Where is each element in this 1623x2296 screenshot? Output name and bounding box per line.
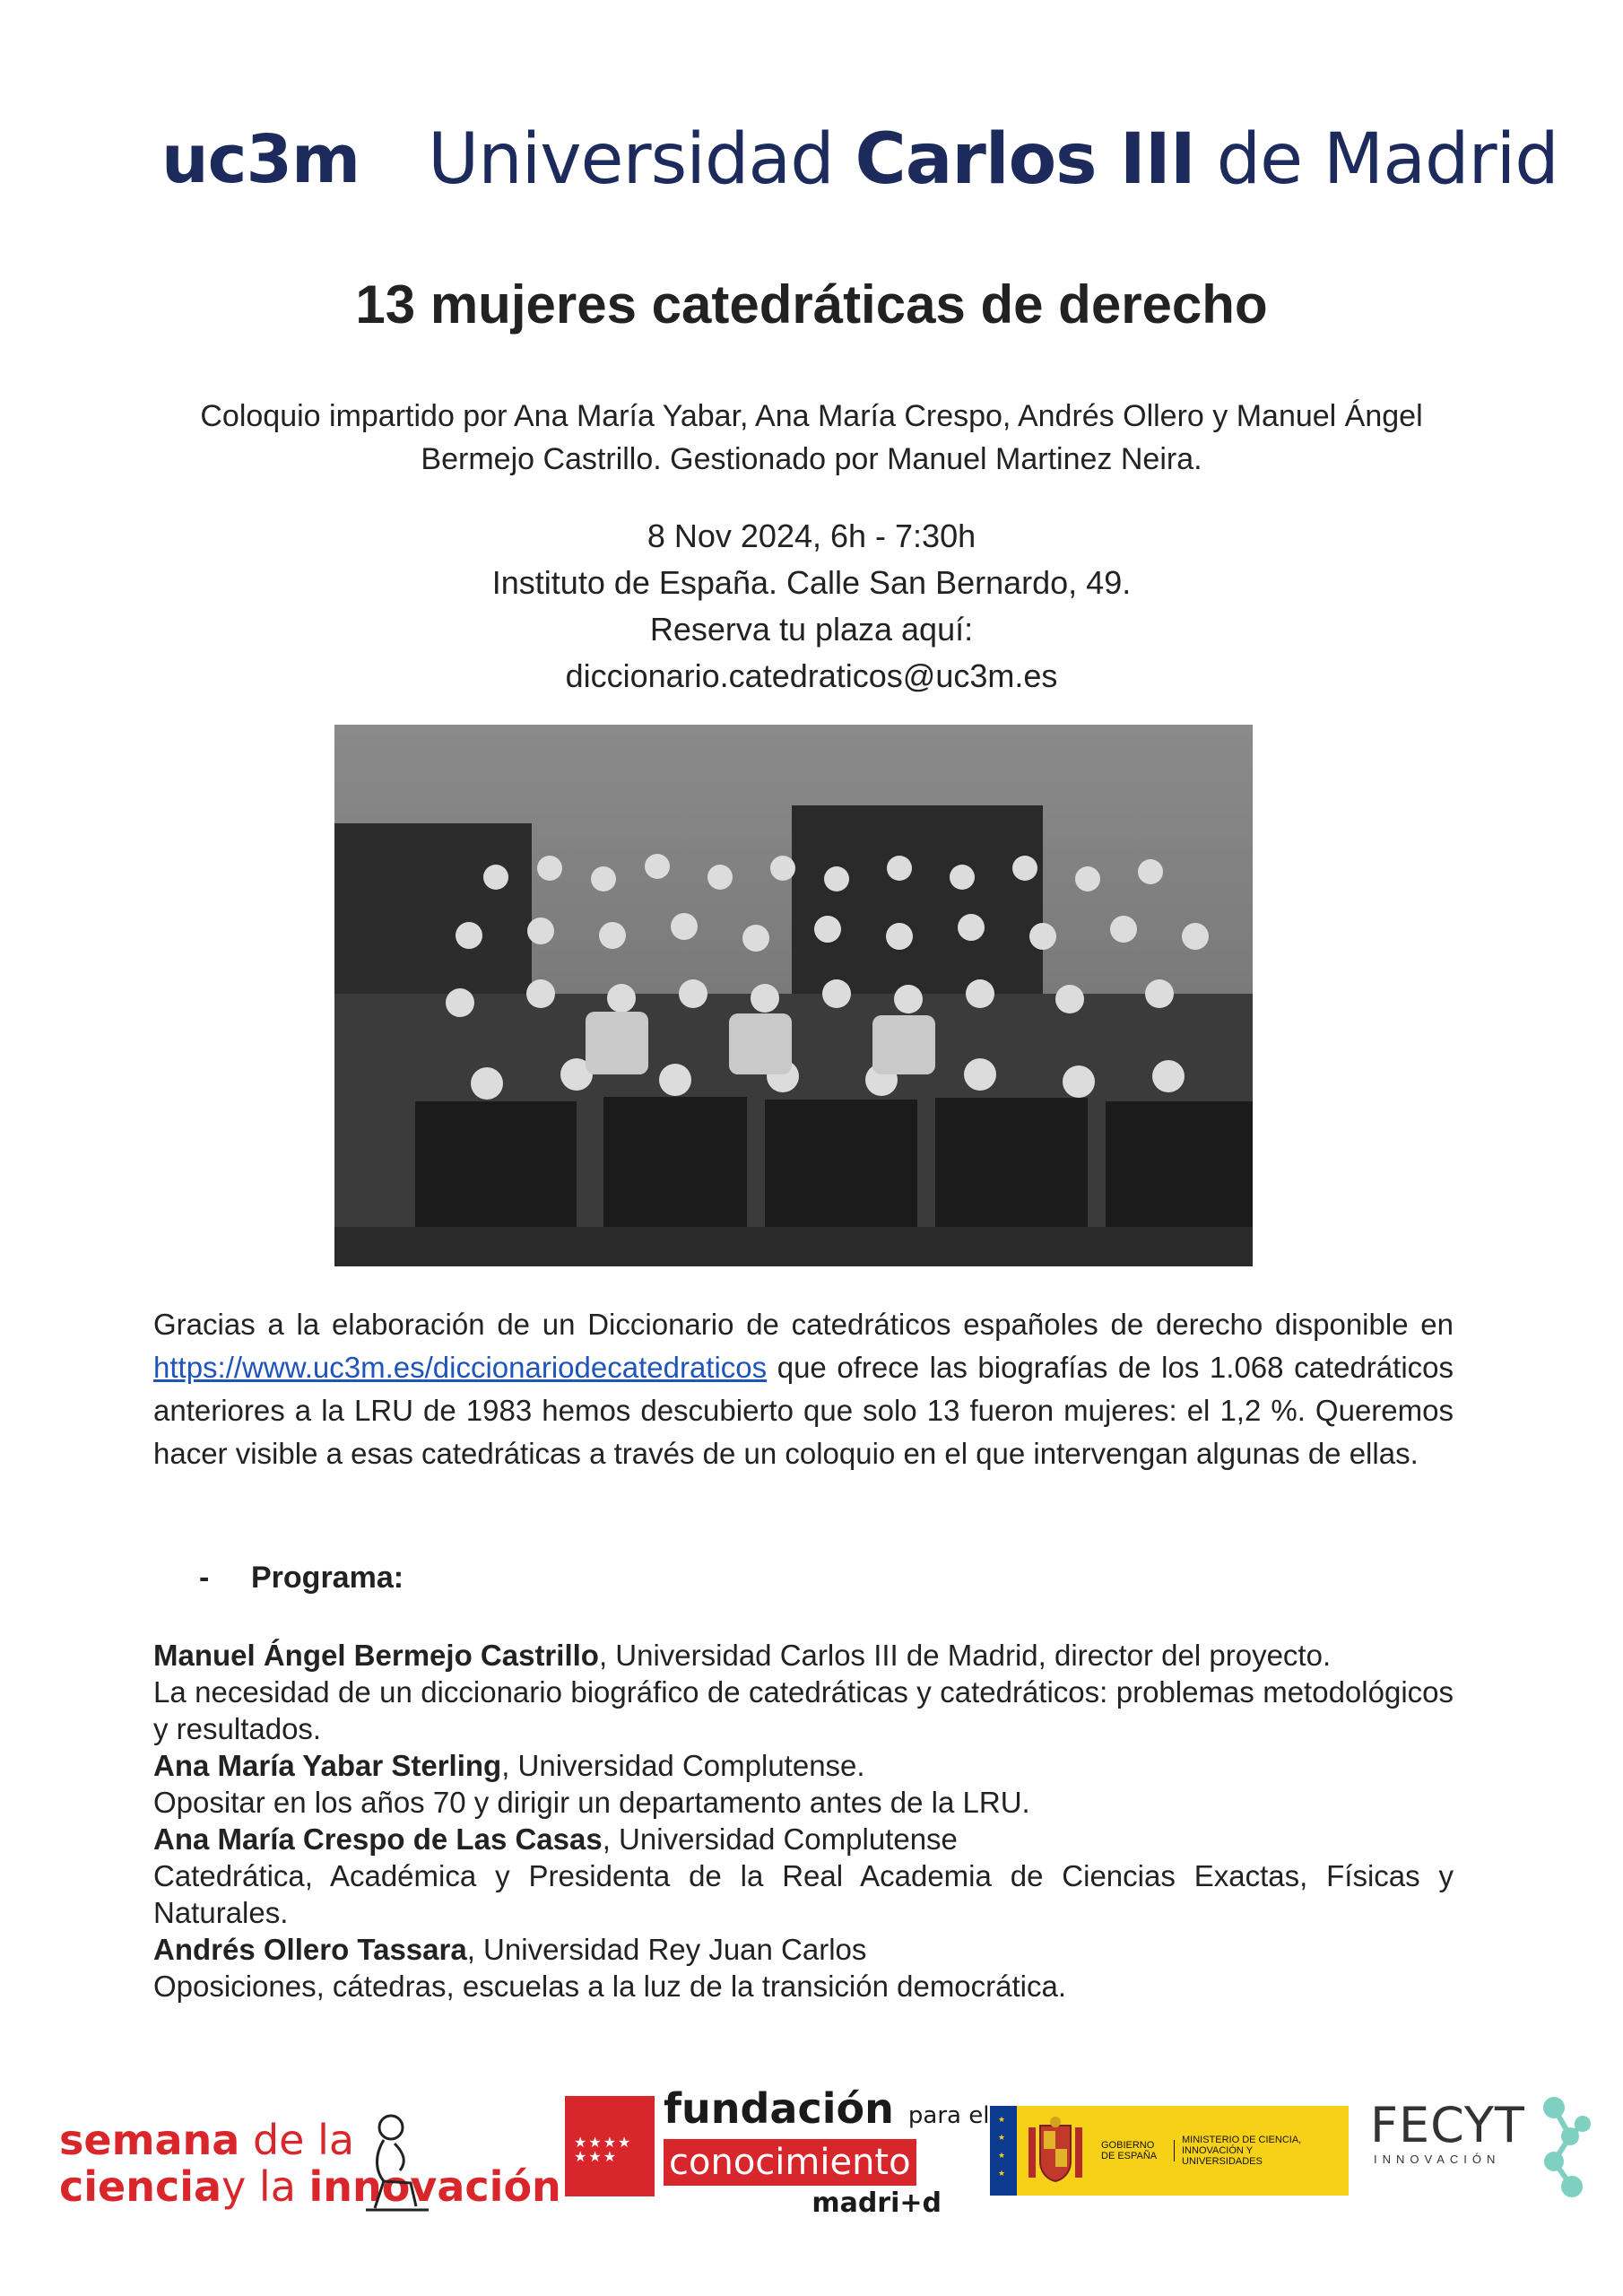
event-place: Instituto de España. Calle San Bernardo, 49.	[491, 564, 1132, 601]
subtitle: Coloquio impartido por Ana María Yabar, Ana María Crespo, Andrés Ollero y Manuel Ángel Bermejo Castrillo. Gestionado por Manuel Martinez Neira.	[200, 399, 1423, 476]
program-item	[153, 1821, 1454, 1931]
speaker-affiliation: , Universidad Carlos III de Madrid, director del proyecto.	[598, 1639, 1332, 1672]
coat-of-arms-icon	[1024, 2115, 1087, 2187]
madrid-flag-icon: ★★★★ ★★★	[565, 2096, 655, 2196]
speaker-name: Ana María Yabar Sterling	[153, 1749, 502, 1782]
event-reserve: Reserva tu plaza aquí:	[649, 611, 974, 648]
thinker-figure-icon	[348, 2108, 447, 2215]
event-date: 8 Nov 2024, 6h - 7:30h	[647, 517, 976, 554]
semana-ciencia-logo: semana de la cienciay la innovación	[59, 2117, 561, 2215]
event-details	[179, 513, 1444, 700]
program-item	[153, 1747, 1454, 1821]
sponsor-logos	[0, 2063, 1623, 2224]
program-item	[153, 1637, 1454, 1747]
program-bullet: -	[199, 1561, 210, 1595]
talk-topic: Catedrática, Académica y Presidenta de la Real Academia de Ciencias Exactas, Físicas y Naturales.	[153, 1859, 1454, 1929]
talk-topic: La necesidad de un diccionario biográfico de catedráticas y catedráticos: problemas metodológicos y resultados.	[153, 1675, 1454, 1745]
talk-topic: Opositar en los años 70 y dirigir un departamento antes de la LRU.	[153, 1786, 1030, 1819]
program-list	[153, 1637, 1454, 2005]
speaker-name: Manuel Ángel Bermejo Castrillo	[153, 1639, 599, 1672]
dictionary-link[interactable]: https://www.uc3m.es/diccionariodecatedraticos	[153, 1351, 768, 1384]
speaker-name: Ana María Crespo de Las Casas	[153, 1822, 603, 1856]
talk-topic: Oposiciones, cátedras, escuelas a la luz de la transición democrática.	[153, 1970, 1067, 2003]
logo-short: uc3m	[161, 121, 360, 198]
speaker-affiliation: , Universidad Rey Juan Carlos	[466, 1933, 867, 1966]
group-photo	[334, 725, 1253, 1266]
fecyt-molecule-icon	[1527, 2090, 1599, 2206]
program-item	[153, 1931, 1454, 2005]
gobierno-espana-logo: ★ ★ ★ ★ GOBIERNO DE ESPAÑA MINISTERIO DE CIENCIA, INNOVACIÓN Y UNIVERSIDADES	[990, 2106, 1349, 2196]
event-email[interactable]: diccionario.catedraticos@uc3m.es	[565, 657, 1058, 694]
eu-flag-icon: ★ ★ ★ ★	[990, 2106, 1017, 2196]
intro-paragraph: Gracias a la elaboración de un Diccionario de catedráticos españoles de derecho disponible en https://www.uc3m.es/diccionariodecatedraticos que ofrece las biografías de los 1.068 catedráticos anteriores a la LRU de 1983 hemos descubierto que solo 13 fueron mujeres: el 1,2 %. Queremos hacer visible a esas catedráticas a través de un coloquio en el que intervengan algunas de ellas.	[153, 1308, 1454, 1470]
fundacion-madrimasd-logo: ★★★★ ★★★ fundación para el conocimiento madri+d	[565, 2085, 950, 2220]
logo-long: Universidad Carlos III de Madrid	[428, 119, 1558, 200]
uc3m-logo	[161, 97, 1558, 222]
speaker-affiliation: , Universidad Complutense.	[501, 1749, 865, 1782]
speaker-affiliation: , Universidad Complutense	[602, 1822, 958, 1856]
program-heading: - Programa:	[199, 1561, 404, 1595]
page-title: 13 mujeres catedráticas de derecho	[355, 274, 1268, 335]
group-photo-illustration	[334, 725, 1253, 1266]
fecyt-logo: FECYT INNOVACIÓN	[1370, 2099, 1621, 2215]
speaker-name: Andrés Ollero Tassara	[153, 1933, 467, 1966]
